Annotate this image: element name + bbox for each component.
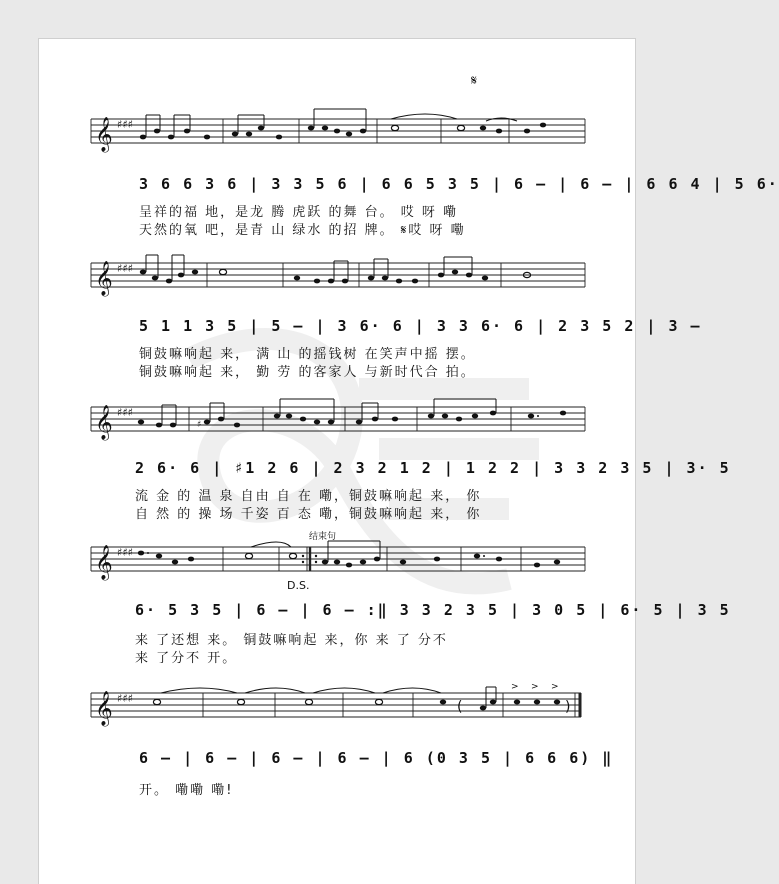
score-sheet bbox=[38, 38, 779, 884]
jianpu-line-5: 6 — | 6 — | 6 — | 6 — | 6 (0 3 5 | 6 6 6) ‖ bbox=[139, 749, 614, 767]
svg-text:(: ( bbox=[457, 699, 463, 715]
jianpu-line-3: 2 6· 6 | ♯1 2 6 | 2 3 2 1 2 | 1 2 2 | 3 3 2 3 5 | 3· 5 bbox=[135, 459, 731, 477]
svg-text:♯♯♯: ♯♯♯ bbox=[117, 262, 133, 275]
staff-line-3 bbox=[91, 403, 587, 453]
jianpu-line-4: 6· 5 3 5 | 6 — | 6 — :‖ 3 3 2 3 5 | 3 0 5 | 6· 5 | 3 5 bbox=[135, 601, 731, 619]
ending-phrase-label: 结束句 bbox=[309, 532, 337, 542]
svg-text:𝄞: 𝄞 bbox=[95, 691, 113, 726]
lyric-line-3-verse-2: 自 然 的 操 场 千姿 百 态 嘞，铜鼓嘛响起 来， 你 bbox=[135, 507, 482, 522]
staff-line-5 bbox=[91, 682, 587, 739]
sharp-icon: ♯♯♯ bbox=[117, 118, 133, 131]
lyric-line-5-verse-1: 开。 嘞嘞 嘞! bbox=[139, 783, 234, 798]
svg-text:>: > bbox=[551, 682, 559, 692]
ds-mark: D.S. bbox=[287, 579, 310, 592]
jianpu-line-1: 3 6 6 3 6 | 3 3 5 6 | 6 6 5 3 5 | 6 — | 6 — | 6 6 4 | 5 6· bbox=[139, 175, 779, 193]
svg-text:): ) bbox=[565, 699, 571, 715]
lyric-line-1-verse-2: 天然的氧 吧，是青 山 绿水 的招 牌。 𝄋哎 呀 嘞 bbox=[139, 223, 466, 238]
svg-text:𝄞: 𝄞 bbox=[95, 261, 113, 296]
jianpu-line-2: 5 1 1 3 5 | 5 — | 3 6· 6 | 3 3 6· 6 | 2 3 5 2 | 3 — bbox=[139, 317, 702, 335]
segno-mark: 𝄋 bbox=[471, 73, 478, 89]
staff-line-4 bbox=[91, 543, 587, 593]
svg-text:♯: ♯ bbox=[197, 420, 202, 430]
lyric-line-3-verse-1: 流 金 的 温 泉 自由 自 在 嘞，铜鼓嘛响起 来， 你 bbox=[135, 489, 482, 504]
svg-text:>: > bbox=[511, 682, 519, 692]
staff-line-2 bbox=[91, 259, 587, 309]
svg-text:𝄞: 𝄞 bbox=[95, 545, 113, 580]
lyric-line-2-verse-2: 铜鼓嘛响起 来， 勤 劳 的客家人 与新时代合 拍。 bbox=[139, 365, 476, 380]
svg-text:>: > bbox=[531, 682, 539, 692]
treble-clef-icon: 𝄞 bbox=[95, 117, 113, 152]
staff-line-1 bbox=[91, 115, 587, 165]
lyric-line-1-verse-1: 呈祥的福 地，是龙 腾 虎跃 的舞 台。 哎 呀 嘞 bbox=[139, 205, 459, 220]
lyric-line-2-verse-1: 铜鼓嘛响起 来， 满 山 的摇钱树 在笑声中摇 摆。 bbox=[139, 347, 476, 362]
lyric-line-4-verse-1: 来 了还想 来。 铜鼓嘛响起 来，你 来 了 分不 bbox=[135, 633, 448, 648]
lyric-line-4-verse-2: 来 了分不 开。 bbox=[135, 651, 238, 666]
svg-text:𝄞: 𝄞 bbox=[95, 405, 113, 440]
svg-text:♯♯♯: ♯♯♯ bbox=[117, 406, 133, 419]
svg-text:♯♯♯: ♯♯♯ bbox=[117, 546, 133, 559]
svg-text:♯♯♯: ♯♯♯ bbox=[117, 692, 133, 705]
